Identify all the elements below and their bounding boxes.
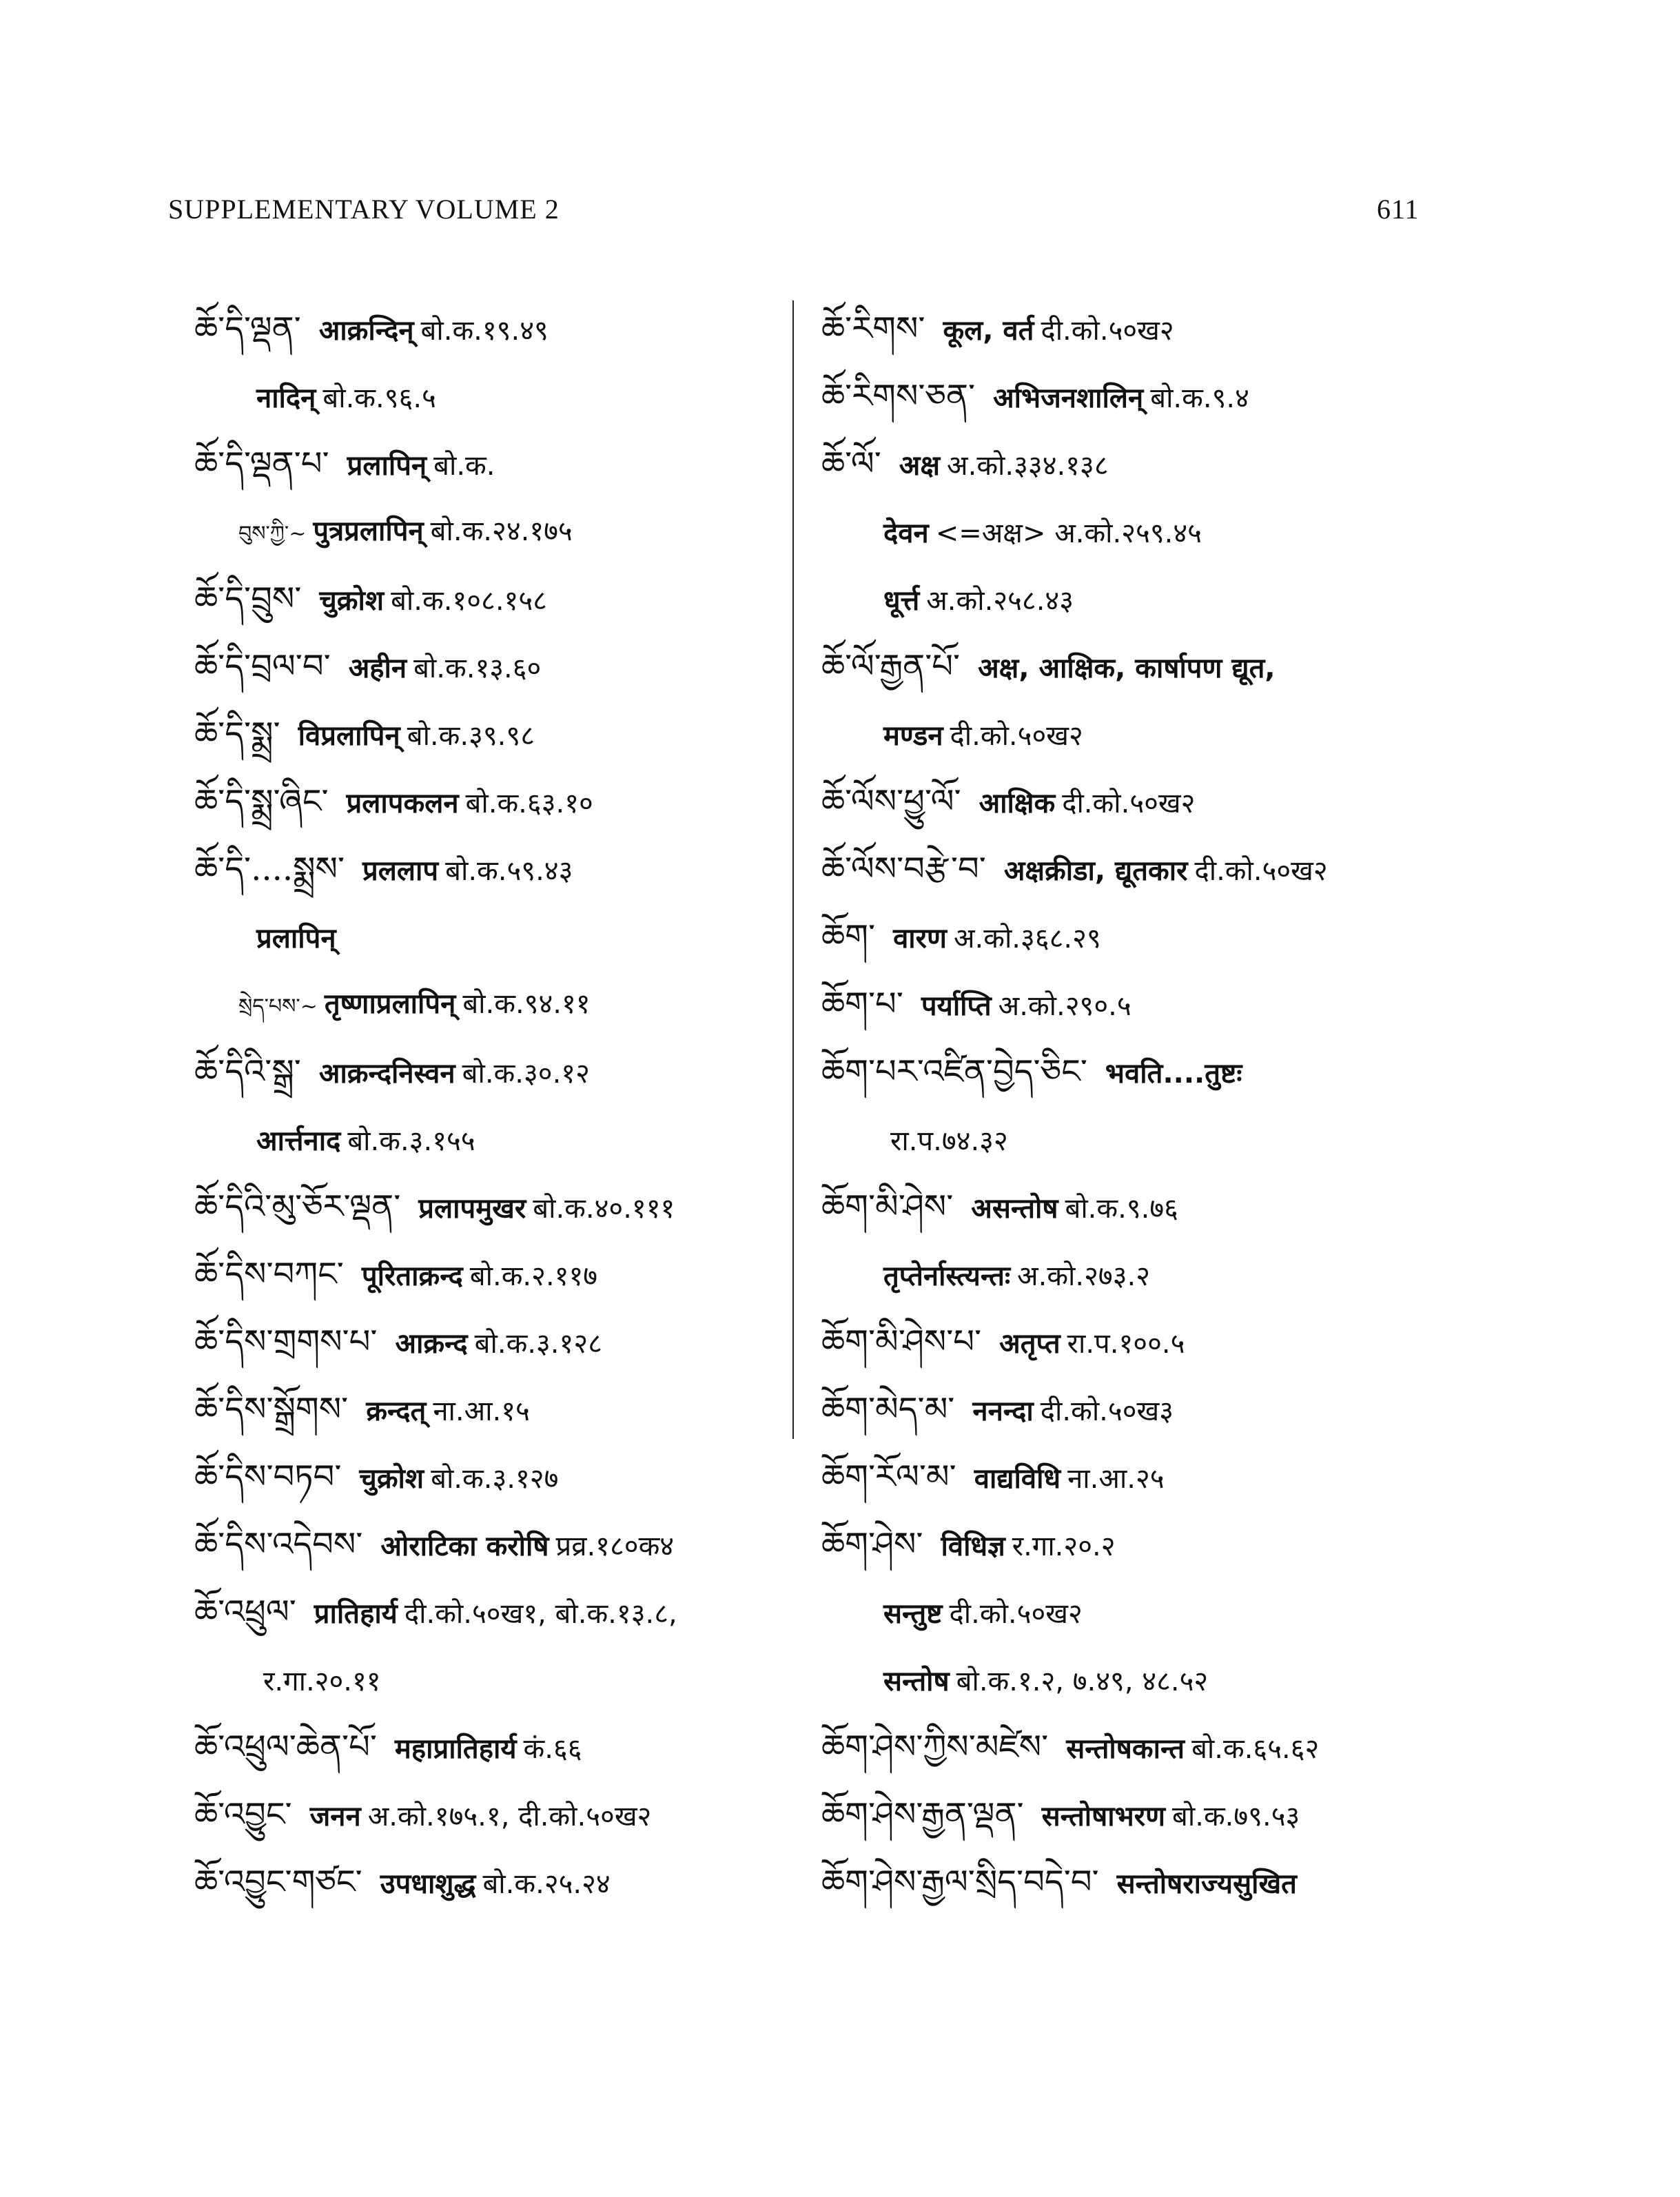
- tibetan-headword: ཆོ་དིའི་སྒྲ་: [194, 1052, 301, 1091]
- sanskrit-equivalent: ओराटिका करोषि: [380, 1531, 549, 1562]
- sanskrit-equivalent: प्रातिहार्य: [314, 1598, 398, 1630]
- dictionary-entry: [194, 768, 801, 835]
- dictionary-entry: [194, 970, 801, 1038]
- source-reference: बो.क.१.२, ७.४९, ४८.५२: [956, 1666, 1209, 1697]
- sanskrit-equivalent: चुक्रोश: [319, 585, 385, 617]
- sanskrit-equivalent: आक्रन्दिन्: [318, 315, 414, 347]
- dictionary-entry: [821, 1443, 1476, 1511]
- dictionary-entry: [194, 362, 801, 430]
- tibetan-headword: ཆོག་མི་ཤེས་: [821, 1187, 954, 1226]
- tibetan-headword: ཆོ་དི་སྨྲ་: [194, 715, 280, 753]
- tibetan-headword: ཆོ་དིས་བཏབ་: [194, 1458, 342, 1496]
- source-reference: अ.को.२९०.५: [998, 990, 1131, 1022]
- source-reference: दी.को.५०ख२: [1194, 855, 1328, 887]
- sanskrit-equivalent: प्रलापिन्: [347, 450, 427, 482]
- dictionary-entry: [821, 700, 1476, 768]
- source-reference: रा.प.१००.५: [1067, 1328, 1185, 1360]
- sanskrit-equivalent: अतृप्त: [999, 1328, 1061, 1360]
- dictionary-entry: [821, 1781, 1476, 1848]
- tibetan-headword: ཆོ་དིས་སྒྲོགས་: [194, 1390, 349, 1429]
- page-number: 611: [1377, 194, 1420, 225]
- source-reference: बो.क.३०.१२: [462, 1058, 590, 1090]
- source-reference: अ.को.१७५.१, दी.को.५०ख२: [367, 1801, 652, 1832]
- dictionary-entry: [821, 1105, 1476, 1173]
- sanskrit-equivalent: ननन्दा: [972, 1396, 1034, 1427]
- dictionary-entry: [194, 565, 801, 633]
- sanskrit-equivalent: उपधाशुद्ध: [380, 1868, 476, 1900]
- sanskrit-equivalent: सन्तोषाभरण: [1041, 1801, 1166, 1832]
- sanskrit-equivalent: अक्षक्रीडा, द्यूतकार: [1003, 855, 1188, 887]
- source-reference: ना.आ.२५: [1067, 1463, 1165, 1495]
- source-reference: बो.क.३.१२७: [431, 1463, 559, 1495]
- sanskrit-equivalent: सन्तुष्ट: [883, 1598, 943, 1630]
- sanskrit-equivalent: पुत्रप्रलापिन्: [313, 515, 424, 547]
- sanskrit-equivalent: चुक्रोश: [359, 1463, 424, 1495]
- source-reference: बो.क.९६.५: [322, 382, 436, 414]
- tibetan-headword: ཆོ་དི་བྲལ་བ་: [194, 647, 331, 686]
- sanskrit-equivalent: प्रलापकलन: [346, 788, 459, 819]
- tibetan-headword: ཆོ་རིགས་: [821, 309, 925, 348]
- sanskrit-equivalent: वाद्यविधि: [974, 1463, 1061, 1495]
- source-reference: बो.क.३.१२८: [474, 1328, 602, 1360]
- sanskrit-equivalent: तृष्णाप्रलापिन्: [324, 988, 456, 1020]
- sanskrit-equivalent: नादिन्: [256, 382, 316, 414]
- sanskrit-equivalent: वारण: [893, 923, 947, 954]
- source-reference: अ.को.२७३.२: [1017, 1260, 1151, 1292]
- source-reference: बो.क.२४.१७५: [430, 515, 573, 547]
- tibetan-headword: ཆོ་དི་སྨྲ་ཞིང་: [194, 782, 329, 821]
- source-reference: दी.को.५०ख२: [949, 1598, 1083, 1630]
- dictionary-entry: [194, 1646, 801, 1713]
- sanskrit-equivalent: अक्ष, आक्षिक, कार्षापण द्यूत,: [978, 653, 1276, 684]
- dictionary-entry: [194, 835, 801, 903]
- tibetan-headword: ཆོ་དིས་འདེབས་: [194, 1525, 363, 1564]
- dictionary-entry: [194, 1173, 801, 1240]
- tibetan-headword: ཆོག་: [821, 917, 876, 956]
- tibetan-headword: ཆོ་འབྱུང་གཙང་: [194, 1863, 362, 1901]
- dictionary-entry: [821, 835, 1476, 903]
- sanskrit-equivalent: पर्याप्ति: [921, 990, 992, 1022]
- left-column: [194, 295, 801, 1916]
- dictionary-entry: [194, 1848, 801, 1916]
- running-head-title: SUPPLEMENTARY VOLUME 2: [168, 194, 560, 225]
- tibetan-headword: ཆོ་རིགས་ཅན་: [821, 377, 976, 416]
- sanskrit-equivalent: अक्ष: [899, 450, 941, 482]
- sanskrit-equivalent: अभिजनशालिन्: [993, 382, 1144, 414]
- sanskrit-equivalent: तृप्तेर्नास्त्यन्तः: [883, 1260, 1011, 1292]
- dictionary-entry: [821, 633, 1476, 700]
- dictionary-entry: [821, 1240, 1476, 1308]
- tibetan-headword: ཆོག་མེད་མ་: [821, 1390, 955, 1429]
- dictionary-entry: [821, 1713, 1476, 1781]
- source-reference: दी.को.५०ख१, बो.क.१३.८,: [404, 1598, 677, 1630]
- source-reference: बो.क.१०८.१५८: [391, 585, 547, 617]
- source-reference: बो.क.९४.११: [462, 988, 591, 1020]
- sanskrit-equivalent: कूल, वर्त: [943, 315, 1034, 347]
- dictionary-entry: [194, 498, 801, 565]
- source-reference: अ.को.३३४.१३८: [947, 450, 1109, 482]
- dictionary-entry: [821, 1848, 1476, 1916]
- source-reference: बो.क.७९.५३: [1172, 1801, 1300, 1832]
- dictionary-entry: [194, 1443, 801, 1511]
- dictionary-entry: [194, 903, 801, 970]
- tibetan-headword: ཆོ་དིས་གྲགས་པ་: [194, 1322, 378, 1361]
- dictionary-entry: [821, 768, 1476, 835]
- tibetan-headword: ཆོ་འཕྲུལ་ཆེན་པོ་: [194, 1728, 377, 1766]
- source-reference: बो.क.९.४: [1150, 382, 1249, 414]
- source-reference: दी.को.५०ख२: [950, 720, 1083, 752]
- dictionary-entry: [821, 1511, 1476, 1578]
- sanskrit-equivalent: सन्तोषकान्त: [1066, 1733, 1185, 1765]
- source-reference: अ.को.३६८.२९: [953, 923, 1101, 954]
- sanskrit-equivalent: आक्रन्दनिस्वन: [318, 1058, 455, 1090]
- source-reference: दी.को.५०ख२: [1062, 788, 1196, 819]
- sanskrit-equivalent: महाप्रातिहार्य: [394, 1733, 517, 1765]
- dictionary-entry: [194, 430, 801, 498]
- dictionary-entry: [194, 1511, 801, 1578]
- dictionary-entry: [821, 565, 1476, 633]
- tibetan-headword: ཆོག་ཤེས་རྒྱན་ལྡན་: [821, 1795, 1024, 1834]
- dictionary-entry: [821, 1173, 1476, 1240]
- tibetan-headword: ཆོ་དིས་བཀང་: [194, 1255, 344, 1294]
- dictionary-entry: [821, 1038, 1476, 1105]
- right-column: [821, 295, 1476, 1916]
- tibetan-headword: ཆོག་རོལ་མ་: [821, 1458, 956, 1496]
- tibetan-headword: ཆོག་ཤེས་རྒྱལ་སྲིད་བདེ་བ་: [821, 1863, 1099, 1901]
- sanskrit-equivalent: प्रलापमुखर: [418, 1193, 526, 1225]
- source-reference: प्रव्र.१८०क४: [555, 1531, 675, 1562]
- dictionary-entry: [194, 1038, 801, 1105]
- tibetan-headword: ཆོག་མི་ཤེས་པ་: [821, 1322, 982, 1361]
- sanskrit-equivalent: धूर्त्त: [883, 585, 920, 617]
- tibetan-headword: ཆོ་འབྱུང་: [194, 1795, 292, 1834]
- sanskrit-equivalent: प्रलापिन्: [256, 923, 336, 954]
- source-reference: र.गा.२०.२: [1012, 1531, 1116, 1562]
- sanskrit-equivalent: देवन: [883, 518, 929, 549]
- column-divider: [792, 300, 794, 1439]
- dictionary-entry: [194, 700, 801, 768]
- tibetan-headword: ཆོག་པར་འཛིན་བྱེད་ཅིང་: [821, 1052, 1087, 1091]
- tibetan-headword: ཆོ་དི་ལྡན་པ་: [194, 444, 329, 483]
- tibetan-headword: ཆོ་ལོ་: [821, 444, 881, 483]
- sanskrit-equivalent: अहीन: [348, 653, 407, 684]
- source-reference: र.गा.२०.११: [263, 1666, 381, 1697]
- tibetan-headword: ཆོ་དི་ལྡན་: [194, 309, 301, 348]
- tibetan-headword: སྲེད་པས་~: [238, 994, 318, 1019]
- source-reference: रा.प.७४.३२: [890, 1125, 1008, 1157]
- source-reference: बो.क.२.११७: [469, 1260, 598, 1292]
- tibetan-headword: ཆོག་ཤེས་: [821, 1525, 923, 1564]
- sanskrit-equivalent: पूरिताक्रन्द: [361, 1260, 463, 1292]
- source-reference: बो.क.१९.४९: [420, 315, 549, 347]
- tibetan-headword: ཆོ་དིའི་མུ་ཅོར་ལྡན་: [194, 1187, 401, 1226]
- dictionary-entry: [821, 362, 1476, 430]
- sanskrit-equivalent: आर्त्तनाद: [256, 1125, 341, 1157]
- source-reference: बो.क.९.७६: [1065, 1193, 1178, 1225]
- source-reference: ना.आ.१५: [433, 1396, 530, 1427]
- dictionary-entry: [194, 633, 801, 700]
- source-reference: बो.क.४०.१११: [533, 1193, 675, 1225]
- sanskrit-equivalent: सन्तोष: [883, 1666, 950, 1697]
- source-reference: बो.क.: [433, 450, 495, 482]
- dictionary-entry: [194, 1781, 801, 1848]
- dictionary-entry: [194, 295, 801, 362]
- tibetan-headword: ཆོག་པ་: [821, 985, 903, 1023]
- source-reference: दी.को.५०ख२: [1041, 315, 1174, 347]
- dictionary-entry: [821, 1646, 1476, 1713]
- sanskrit-equivalent: आक्रन्द: [395, 1328, 468, 1360]
- source-reference: अ.को.२५८.४३: [926, 585, 1074, 617]
- sanskrit-equivalent: असन्तोष: [971, 1193, 1058, 1225]
- dictionary-entry: [821, 498, 1476, 565]
- source-reference: <=अक्ष> अ.को.२५९.४५: [935, 518, 1202, 549]
- tibetan-headword: ཆོ་ལོས་ཕྱུ་ལོ་: [821, 782, 961, 821]
- tibetan-headword: ཆོ་དི་བྲུས་: [194, 580, 302, 618]
- dictionary-entry: [194, 1240, 801, 1308]
- tibetan-headword: ཆོ་ལོ་རྒྱན་པོ་: [821, 647, 961, 686]
- source-reference: बो.क.५९.४३: [445, 855, 573, 887]
- dictionary-entry: [821, 970, 1476, 1038]
- sanskrit-equivalent: विप्रलापिन्: [298, 720, 400, 752]
- tibetan-headword: ཆོ་ལོས་བརྩེ་བ་: [821, 850, 986, 888]
- dictionary-entry: [194, 1578, 801, 1646]
- tibetan-headword: ཆོ་དི་....སྨྲས་: [194, 850, 345, 888]
- sanskrit-equivalent: प्रललाप: [362, 855, 439, 887]
- tibetan-headword: བུས་ཀྱི་~: [238, 522, 307, 546]
- dictionary-entry: [821, 430, 1476, 498]
- dictionary-entry: [194, 1105, 801, 1173]
- source-reference: बो.क.६३.१०: [465, 788, 593, 819]
- source-reference: बो.क.३९.९८: [407, 720, 535, 752]
- sanskrit-equivalent: आक्षिक: [979, 788, 1056, 819]
- tibetan-headword: ཆོག་ཤེས་ཀྱིས་མཛེས་: [821, 1728, 1049, 1766]
- dictionary-entry: [821, 903, 1476, 970]
- source-reference: बो.क.२५.२४: [482, 1868, 611, 1900]
- source-reference: बो.क.३.१५५: [347, 1125, 475, 1157]
- source-reference: बो.क.६५.६२: [1191, 1733, 1320, 1765]
- sanskrit-equivalent: जनन: [309, 1801, 361, 1832]
- dictionary-entry: [821, 1578, 1476, 1646]
- source-reference: बो.क.१३.६०: [413, 653, 542, 684]
- sanskrit-equivalent: विधिज्ञ: [941, 1531, 1005, 1562]
- dictionary-entry: [821, 1308, 1476, 1376]
- dictionary-entry: [194, 1713, 801, 1781]
- sanskrit-equivalent: भवति....तुष्टः: [1105, 1058, 1242, 1090]
- dictionary-entry: [194, 1308, 801, 1376]
- source-reference: कं.६६: [523, 1733, 582, 1765]
- dictionary-entry: [194, 1376, 801, 1443]
- tibetan-headword: ཆོ་འཕྲུལ་: [194, 1593, 296, 1631]
- sanskrit-equivalent: सन्तोषराज्यसुखित: [1116, 1868, 1297, 1900]
- source-reference: दी.को.५०ख३: [1040, 1396, 1174, 1427]
- dictionary-entry: [821, 1376, 1476, 1443]
- sanskrit-equivalent: क्रन्दत्: [366, 1396, 427, 1427]
- dictionary-entry: [821, 295, 1476, 362]
- sanskrit-equivalent: मण्डन: [883, 720, 943, 752]
